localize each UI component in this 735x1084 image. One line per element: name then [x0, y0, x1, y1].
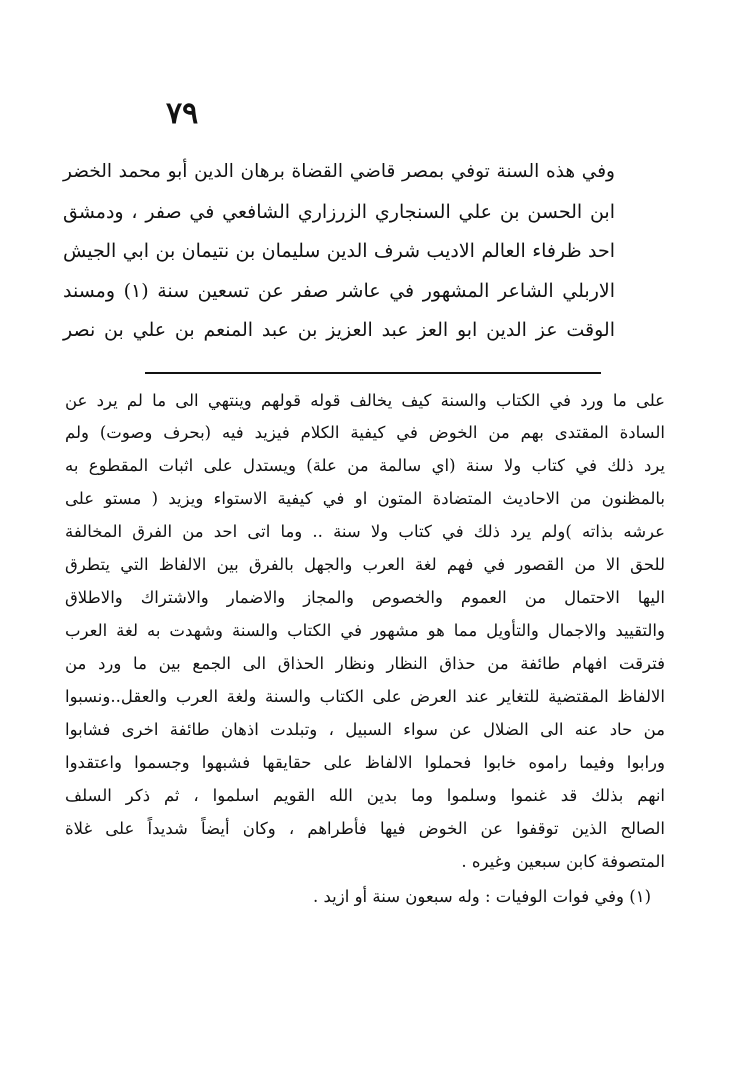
footnote-line: اليها الاحتمال من العموم والخصوص والمجاز والاضمار والاشتراك والاطلاق	[65, 588, 665, 607]
footnote-line: والتقييد والاجمال والتأويل مما هو مشهور في الكتاب والسنة وشهدت به لغة العرب	[65, 621, 665, 640]
footnote-line: انهم بذلك قد غنموا وسلموا وما بدين الله القويم اسلموا ، ثم ذكر السلف	[65, 786, 665, 805]
footnote-line: يرد ذلك في كتاب ولا سنة (اي سالمة من علة) ويستدل على اثبات المقطوع به	[65, 456, 665, 475]
footnote-line: من حاد عنه الى الضلال عن سواء السبيل ، وتبلدت اذهان طائفة اخرى فشابوا	[65, 720, 665, 739]
footnote-line: المتصوفة كابن سبعين وغيره .	[461, 852, 665, 871]
footnote-line: السادة المقتدى بهم من الخوض في كيفية الكلام فيزيد فيه (بحرف وصوت) ولم	[65, 423, 665, 442]
footnote-line: بالمظنون من الاحاديث المتضادة المتون او في كيفية الاستواء ويزيد ( مستو على	[65, 489, 665, 508]
footnote-line: ورابوا وفيما راموه خابوا فحملوا الالفاظ على حقايقها فشبهوا وجسموا واعتقدوا	[65, 753, 665, 772]
footnote-line: الالفاظ المقتضية للتغاير عند العرض على الكتاب والسنة ولغة العرب والعقل..ونسبوا	[65, 687, 666, 706]
body-text-line: الاربلي الشاعر المشهور في عاشر صفر عن تسعين سنة (١) ومسند	[63, 280, 615, 302]
body-text-line: الوقت عز الدين ابو العز عبد العزيز بن عبد المنعم بن علي بن نصر	[63, 319, 615, 341]
footnote-line: فترقت افهام طائفة من حذاق النظار ونظار الحذاق الى الجمع بين ما ورد من	[65, 654, 665, 673]
body-text-line: وفي هذه السنة توفي بمصر قاضي القضاة برهان الدين أبو محمد الخضر	[63, 161, 615, 182]
footnote-line: للحق الا من القصور في فهم لغة العرب والجهل بالفرق بين الالفاظ التي يتطرق	[65, 555, 665, 574]
footnote-line: عرشه بذاته )ولم يرد ذلك في كتاب ولا سنة .. وما اتى احد من الفرق المخالفة	[65, 522, 665, 541]
footnote-line: على ما ورد في الكتاب والسنة كيف يخالف قوله قولهم وينتهي الى ما لم يرد عن	[65, 391, 665, 410]
footnote-divider	[145, 372, 601, 374]
footnote-reference-note: (١) وفي فوات الوفيات : وله سبعون سنة أو ازيد .	[313, 887, 651, 906]
body-text-line: ابن الحسن بن علي السنجاري الزرزاري الشافعي في صفر ، ودمشق	[63, 201, 615, 223]
page-number: ٧٩	[166, 96, 199, 131]
footnote-line: الصالح الذين توقفوا عن الخوض فيها فأطراهم ، وكان أيضاً شديداً على غلاة	[65, 819, 665, 838]
body-text-line: احد ظرفاء العالم الاديب شرف الدين سليمان بن نتيمان بن ابي الجيش	[63, 240, 615, 262]
